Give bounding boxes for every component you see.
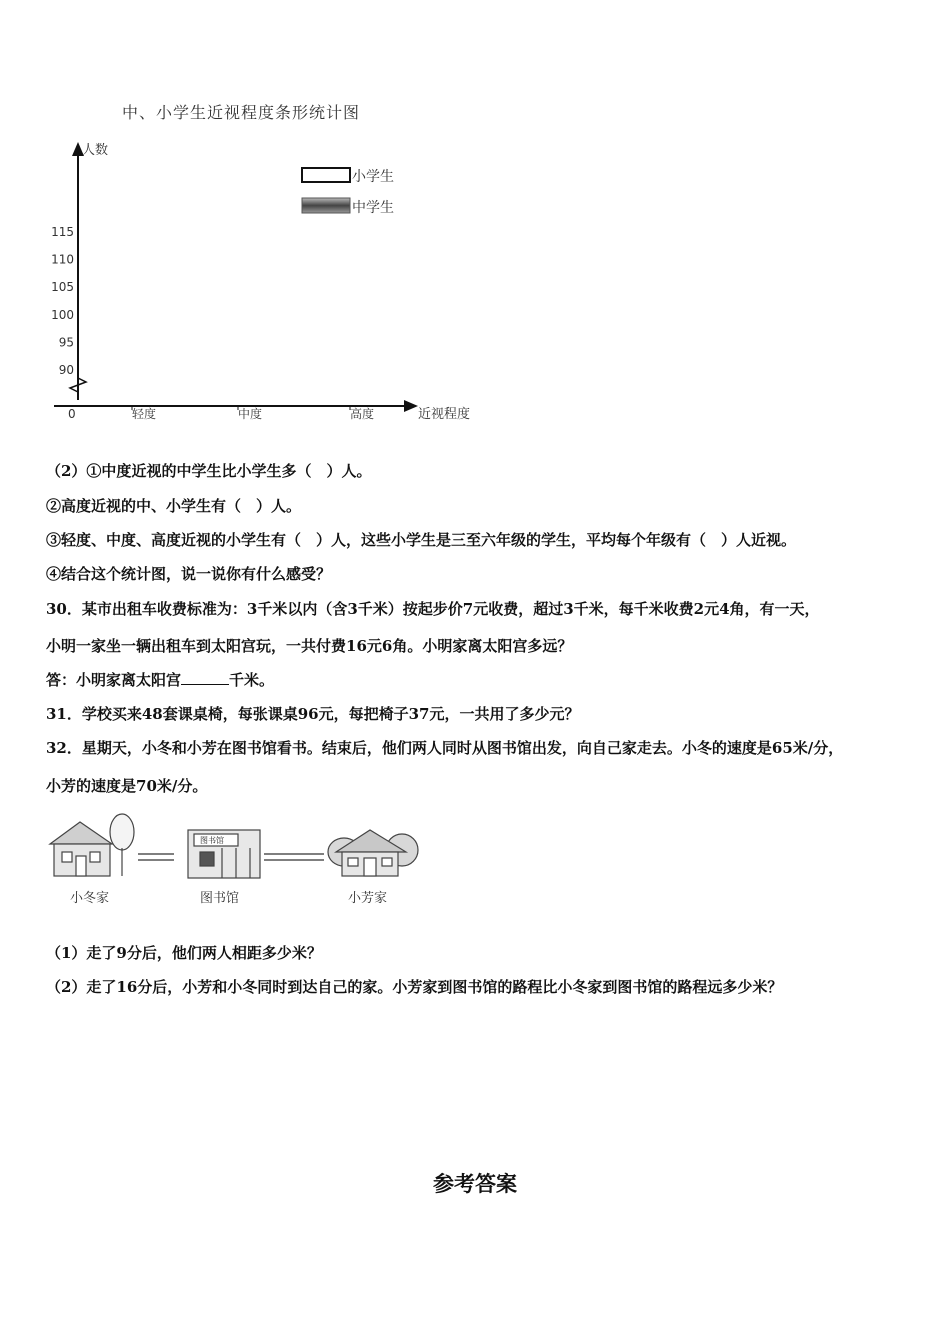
y-tick-label: 100 xyxy=(51,307,74,322)
x-axis-arrow xyxy=(404,400,418,412)
legend-label-primary: 小学生 xyxy=(352,169,394,185)
library-sign: 图书馆 xyxy=(200,836,224,845)
x-axis-label: 近视程度 xyxy=(418,407,471,422)
right-house-label: 小芳家 xyxy=(348,891,388,906)
house-icon xyxy=(50,814,134,876)
origin-label: 0 xyxy=(68,407,76,421)
house-with-trees-icon xyxy=(328,830,418,876)
question-31: 31．学校买来48套课桌椅，每张课桌96元，每把椅子37元，一共用了多少元？ xyxy=(46,705,580,723)
question-29-2-1: （2）①中度近视的中学生比小学生多（ ）人。 xyxy=(46,462,372,480)
legend-swatch-middle xyxy=(302,198,350,213)
question-32-line-1: 32．星期天，小冬和小芳在图书馆看书。结束后，他们两人同时从图书馆出发，向自己家走去。小冬的速度是65米/分， xyxy=(46,739,844,757)
answer-suffix: 千米。 xyxy=(229,671,275,689)
y-tick-label: 105 xyxy=(51,280,74,295)
answer-prefix: 答：小明家离太阳宫 xyxy=(46,671,182,689)
legend-label-middle: 中学生 xyxy=(352,200,394,216)
library-icon xyxy=(188,830,260,878)
left-house-label: 小冬家 xyxy=(70,891,110,906)
legend-swatch-primary xyxy=(302,168,350,182)
y-tick-label: 115 xyxy=(51,225,74,239)
x-category-label: 轻度 xyxy=(131,407,157,421)
question-29-2-2: ②高度近视的中、小学生有（ ）人。 xyxy=(46,497,302,515)
question-32-line-2: 小芳的速度是70米/分。 xyxy=(46,777,208,795)
question-29-2-4: ④结合这个统计图，说一说你有什么感受？ xyxy=(46,565,332,583)
chart-title: 中、小学生近视程度条形统计图 xyxy=(122,103,361,122)
y-axis-label: 人数 xyxy=(82,143,109,158)
y-tick-label: 110 xyxy=(51,252,74,267)
y-tick-label: 95 xyxy=(58,335,74,350)
question-30-line-1: 30．某市出租车收费标准为：3千米以内（含3千米）按起步价7元收费，超过3千米，每千米收费2元4角，有一天， xyxy=(46,600,820,618)
x-category-label: 高度 xyxy=(349,407,375,421)
question-30-line-2: 小明一家坐一辆出租车到太阳宫玩，一共付费16元6角。小明家离太阳宫多远？ xyxy=(46,637,573,655)
library-label: 图书馆 xyxy=(200,891,240,906)
answer-section-title: 参考答案 xyxy=(433,1171,517,1196)
bar-chart xyxy=(40,130,480,430)
question-32-1: （1）走了9分后，他们两人相距多少米？ xyxy=(46,944,322,962)
question-30-answer xyxy=(46,669,274,690)
question-32-2: （2）走了16分后，小芳和小冬同时到达自己的家。小芳家到图书馆的路程比小冬家到图书馆的路程远多少米？ xyxy=(46,978,783,996)
answer-blank xyxy=(181,670,229,685)
route-illustration xyxy=(40,808,430,888)
question-29-2-3: ③轻度、中度、高度近视的小学生有（ ）人，这些小学生是三至六年级的学生，平均每个年级有（ ）人近视。 xyxy=(46,531,797,549)
x-category-label: 中度 xyxy=(237,407,263,421)
y-tick-label: 90 xyxy=(58,363,74,377)
